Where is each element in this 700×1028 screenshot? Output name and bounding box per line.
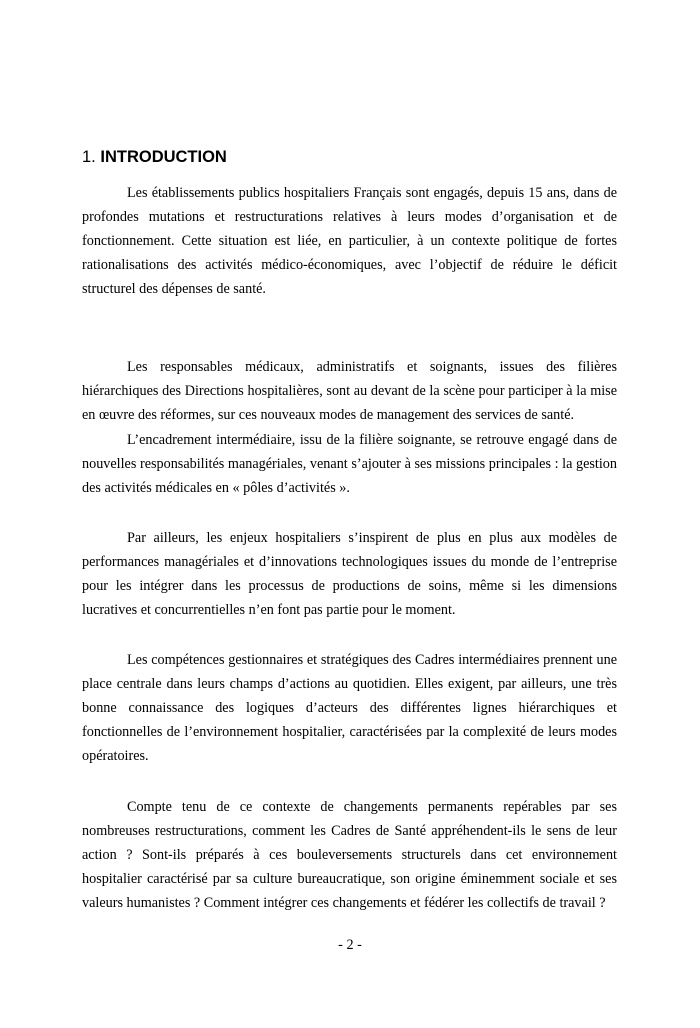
body-paragraph: Les compétences gestionnaires et stratégiques des Cadres intermédiaires prennent une place centrale dans leurs champs d’actions au quotidien. Elles exigent, par ailleurs, une très bonne connaissance des logiques d’acteurs des différentes lignes hiérarchiques et fonctionnelles de l’environnement hospitalier, caractérisées par la complexité de leurs modes opératoires.	[82, 652, 617, 764]
body-paragraph: Les établissements publics hospitaliers Français sont engagés, depuis 15 ans, dans de profondes mutations et restructurations relatives à leurs modes d’organisation et de fonctionnement. Cette situation est liée, en particulier, à un contexte politique de fortes rationalisations des activités médico-économiques, avec l’objectif de réduire le déficit structurel des dépenses de santé.	[82, 185, 617, 297]
body-paragraph: L’encadrement intermédiaire, issu de la filière soignante, se retrouve engagé dans de nouvelles responsabilités managériales, venant s’ajouter à ses missions principales : la gestion des activités médicales en « pôles d’activités ».	[82, 432, 617, 496]
body-paragraph: Les responsables médicaux, administratifs et soignants, issues des filières hiérarchiques des Directions hospitalières, sont au devant de la scène pour participer à la mise en œuvre des réformes, sur ces nouveaux modes de management des services de santé.	[82, 359, 617, 423]
body-paragraph: Compte tenu de ce contexte de changements permanents repérables par ses nombreuses restructurations, comment les Cadres de Santé appréhendent-ils le sens de leur action ? Sont-ils préparés à ces bouleversements structurels dans cet environnement hospitalier caractérisé par sa culture bureaucratique, son origine éminemment sociale et ses valeurs humanistes ? Comment intégrer ces changements et fédérer les collectifs de travail ?	[82, 799, 617, 911]
section-heading	[82, 146, 227, 168]
body-paragraph: Par ailleurs, les enjeux hospitaliers s’inspirent de plus en plus aux modèles de performances managériales et d’innovations technologiques issues du monde de l’entreprise pour les intégrer dans les processus de productions de soins, même si les dimensions lucratives et concurrentielles n’en font pas partie pour le moment.	[82, 530, 617, 618]
page-number: - 2 -	[338, 937, 362, 953]
section-title: INTRODUCTION	[100, 148, 227, 166]
section-number: 1.	[82, 148, 96, 166]
